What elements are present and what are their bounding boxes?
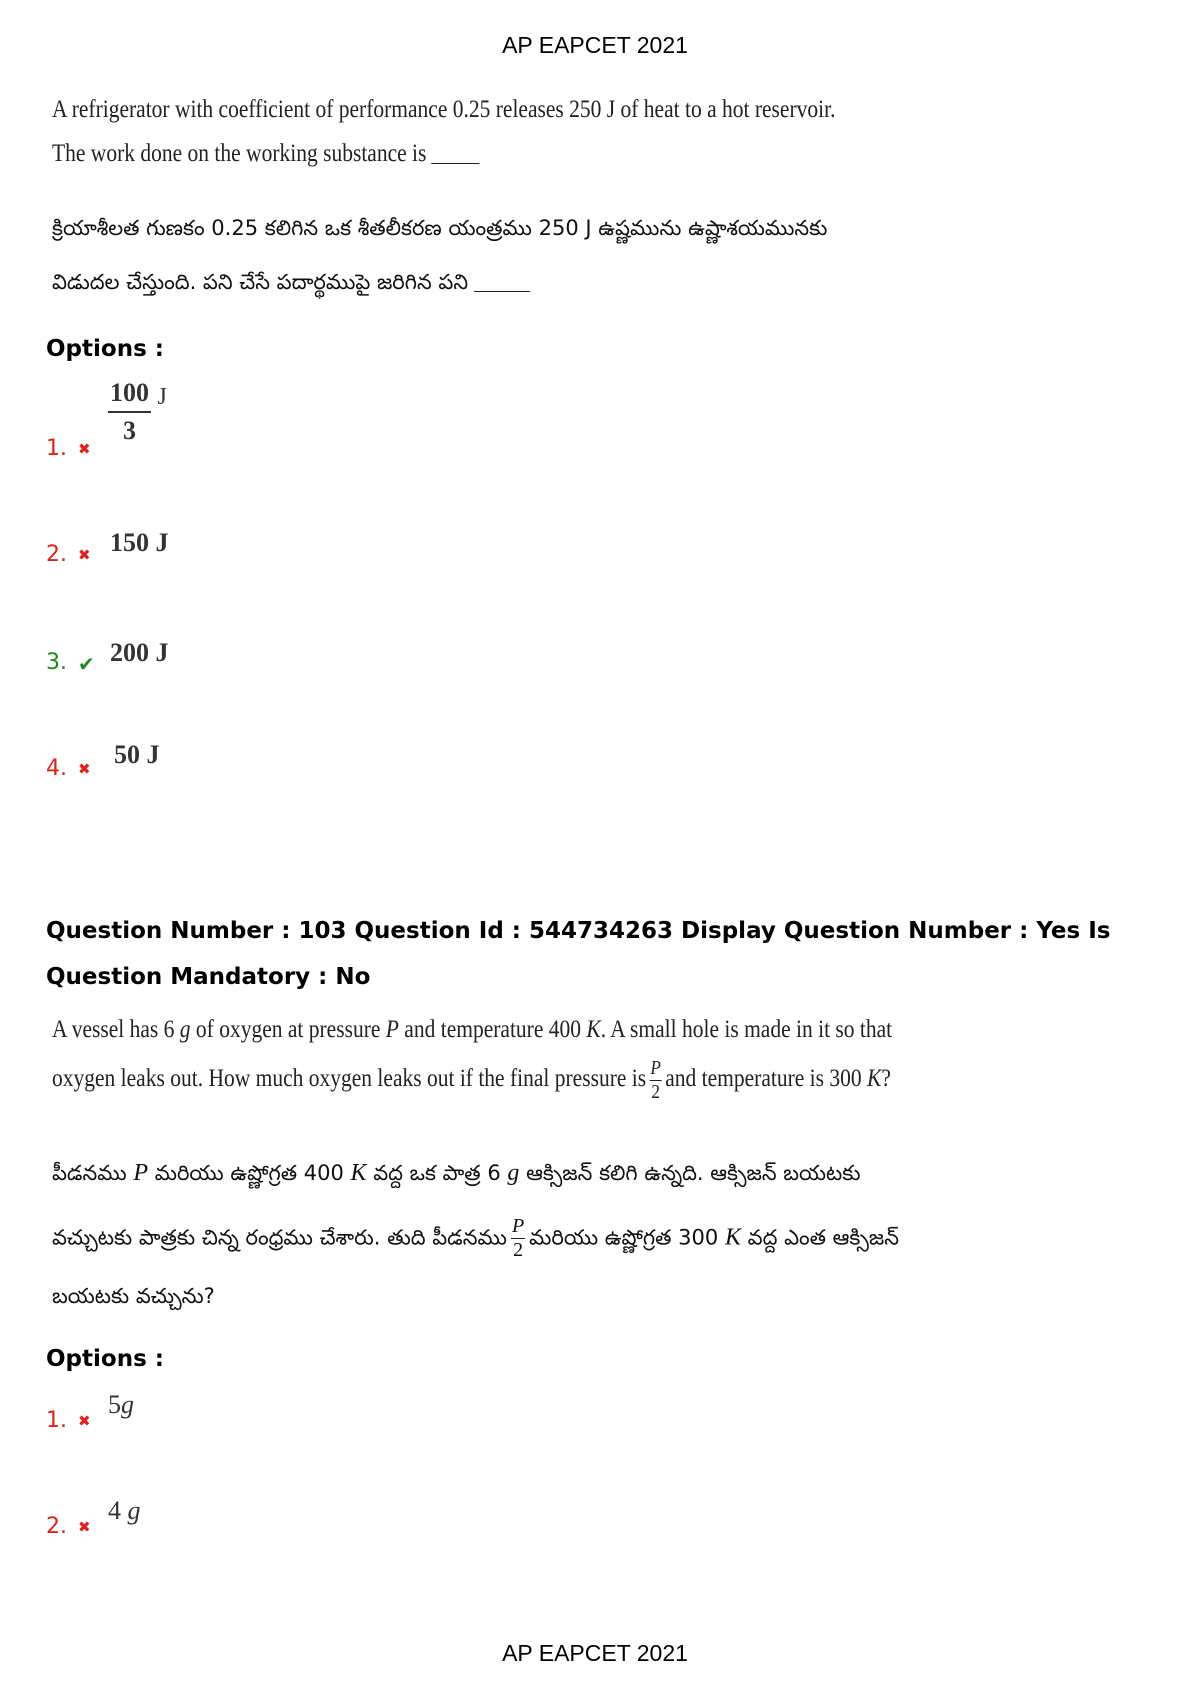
option-1-unit: J — [157, 383, 167, 410]
q103-option-1-number-value: 5 — [108, 1390, 121, 1419]
q103-en-l2-k: K — [867, 1065, 882, 1093]
q103-en-l1-a: A vessel has 6 — [52, 1016, 175, 1043]
question-text-en-line2-text: The work done on the working substance is — [52, 140, 427, 167]
q103-text-en-line2 — [52, 1058, 891, 1103]
option-1-fraction — [108, 378, 151, 446]
q103-en-fraction-num: P — [650, 1057, 661, 1079]
cross-icon: ✖ — [78, 1518, 91, 1536]
q103-en-l2-a: oxygen leaks out. How much oxygen leaks out if the final pressure is — [52, 1065, 647, 1093]
option-1-number: 1. — [46, 436, 67, 461]
q103-option-2-number-value: 4 — [108, 1496, 121, 1525]
option-1-value — [108, 378, 167, 446]
cross-icon: ✖ — [78, 546, 91, 564]
q103-te-l1-c: వద్ద ఒక పాత్ర 6 — [373, 1161, 501, 1185]
q103-te-l1-a: పీడనము — [52, 1161, 127, 1185]
q103-en-l1-d: . A small hole is made in it so that — [600, 1016, 893, 1043]
q103-option-2-value — [108, 1496, 141, 1526]
q103-en-l1-k: K — [586, 1016, 601, 1043]
q103-option-2-number: 2. — [46, 1514, 67, 1539]
q103-text-te-line2 — [52, 1216, 899, 1261]
q103-en-l1-g: g — [179, 1016, 191, 1043]
options-label: Options : — [46, 336, 164, 362]
question-text-te-line2 — [52, 270, 530, 300]
q103-te-l1-g: g — [507, 1160, 520, 1186]
q103-te-l2-a: వచ్చుటకు పాత్రకు చిన్న రంధ్రము చేశారు. తుది పీడనము — [52, 1225, 507, 1250]
q103-te-l1-b: మరియు ఉష్ణోగ్రత 400 — [154, 1161, 344, 1185]
q103-te-l1-k: K — [350, 1160, 367, 1186]
answer-blank-te — [474, 291, 530, 292]
question-text-te-line2-text: విడుదల చేస్తుంది. పని చేసే పదార్థముపై జరిగిన పని — [52, 270, 469, 294]
q103-en-fraction — [650, 1058, 662, 1103]
option-1-denominator: 3 — [123, 416, 136, 445]
cross-icon: ✖ — [78, 440, 91, 458]
q103-te-l1-d: ఆక్సిజన్ కలిగి ఉన్నది. ఆక్సిజన్ బయటకు — [526, 1161, 861, 1185]
option-2-number: 2. — [46, 542, 67, 567]
q103-option-1-value — [108, 1390, 134, 1420]
question-meta: Question Number : 103 Question Id : 544734263 Display Question Number : Yes Is Question Mandatory : No — [46, 918, 1111, 990]
option-4-value: 50 J — [114, 740, 160, 769]
page-footer: AP EAPCET 2021 — [502, 1640, 688, 1666]
check-icon: ✔ — [78, 652, 95, 676]
q103-te-l1-p: P — [133, 1160, 149, 1186]
q103-en-l1-b: of oxygen at pressure — [195, 1016, 381, 1043]
answer-blank — [432, 163, 480, 164]
cross-icon: ✖ — [78, 760, 91, 778]
q103-te-l2-c: వద్ద ఎంత ఆక్సిజన్ — [747, 1225, 900, 1250]
q103-option-1-unit: g — [121, 1390, 134, 1419]
option-3-value: 200 J — [110, 638, 169, 667]
q103-option-1-number: 1. — [46, 1408, 67, 1433]
question-text-en-line2 — [52, 140, 480, 168]
q103-te-fraction — [511, 1216, 525, 1261]
options-label-q103: Options : — [46, 1346, 164, 1372]
option-3-number: 3. — [46, 650, 67, 675]
q103-en-l2-b: and temperature is 300 — [665, 1065, 862, 1093]
question-text-en-line1: A refrigerator with coefficient of performance 0.25 releases 250 J of heat to a hot reservoir. — [52, 96, 836, 123]
q103-en-fraction-den: 2 — [651, 1081, 660, 1103]
q103-text-en-line1 — [52, 1016, 892, 1044]
option-1-numerator: 100 — [108, 378, 151, 413]
cross-icon: ✖ — [78, 1412, 91, 1430]
q103-te-l2-b: మరియు ఉష్ణోగ్రత 300 — [529, 1225, 719, 1250]
q103-en-l1-c: and temperature 400 — [404, 1016, 582, 1043]
q103-en-l1-p: P — [385, 1016, 399, 1043]
q103-te-fraction-den: 2 — [513, 1239, 524, 1261]
q103-te-l2-k: K — [724, 1224, 741, 1251]
option-4-number: 4. — [46, 756, 67, 781]
page-header: AP EAPCET 2021 — [502, 32, 688, 58]
q103-te-fraction-num: P — [511, 1215, 525, 1237]
q103-en-l2-c: ? — [881, 1065, 891, 1093]
question-text-te-line1: క్రియాశీలత గుణకం 0.25 కలిగిన ఒక శీతలీకరణ యంత్రము 250 J ఉష్ణమును ఉష్ణాశయమునకు — [52, 216, 828, 240]
q103-option-2-unit: g — [127, 1496, 141, 1525]
q103-text-te-line1 — [52, 1160, 860, 1191]
q103-text-te-line3: బయటకు వచ్చును? — [52, 1284, 215, 1308]
option-2-value: 150 J — [110, 528, 169, 557]
